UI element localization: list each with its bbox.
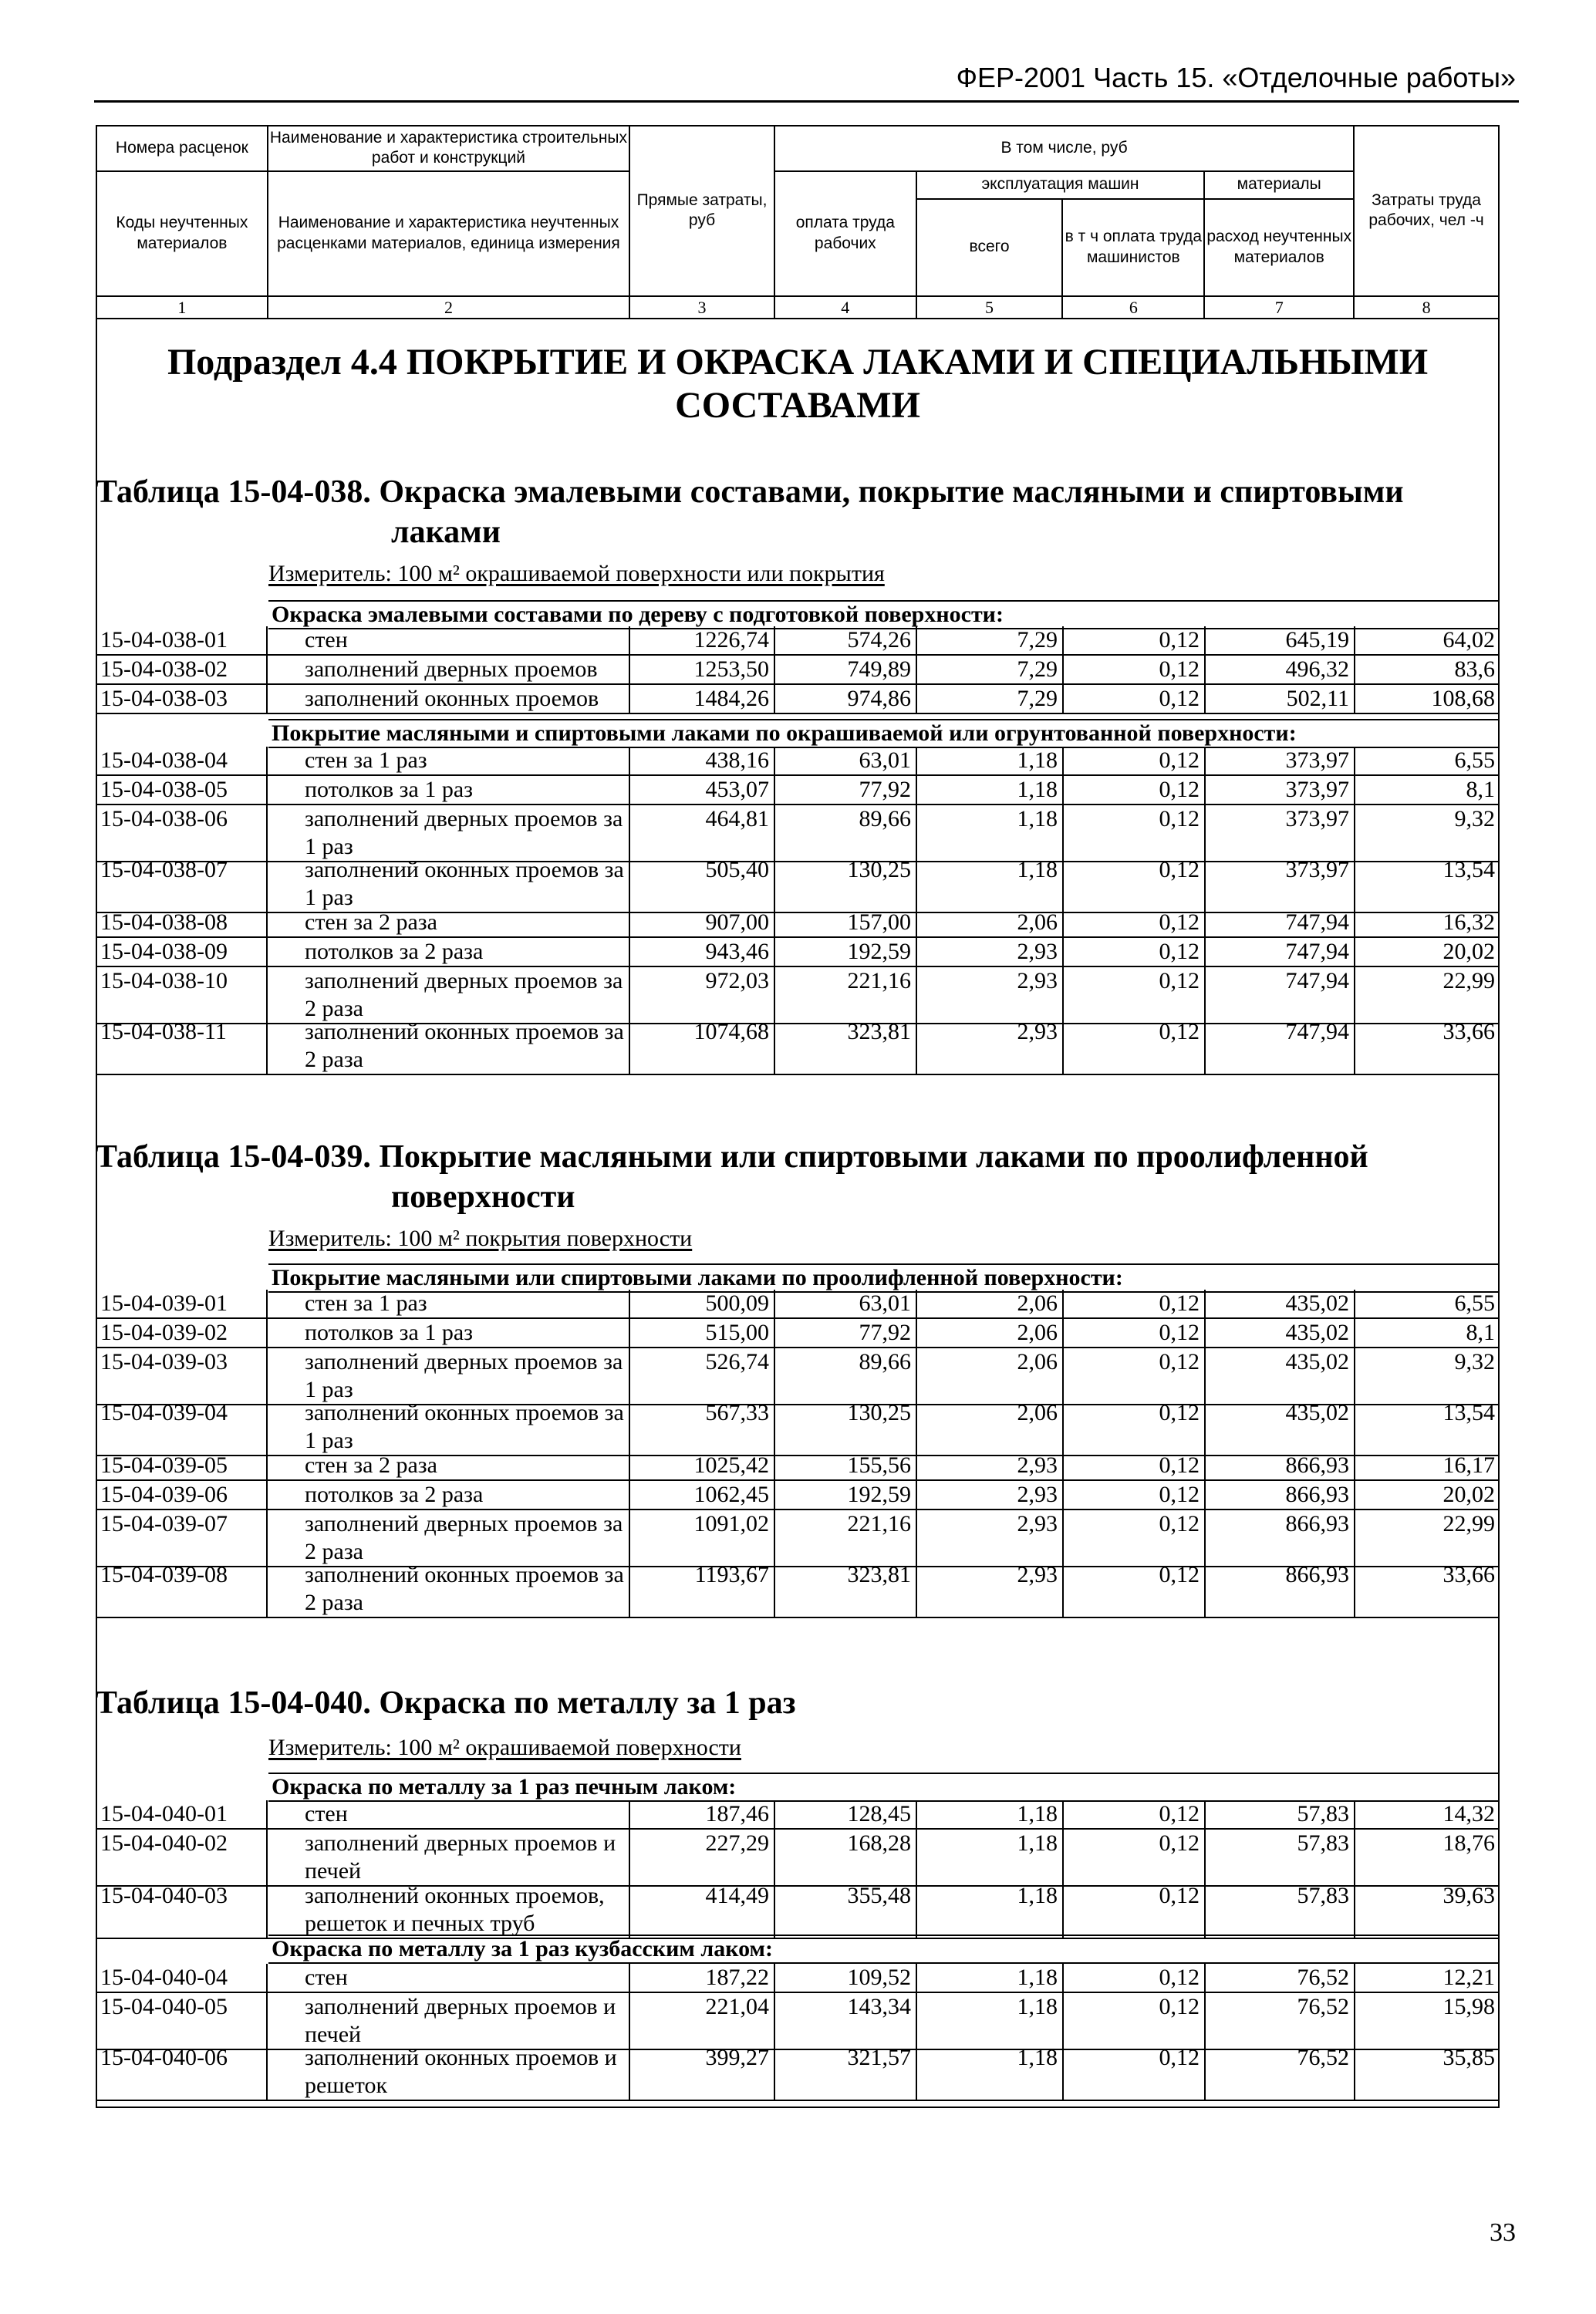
direct-costs: 1062,45	[629, 1481, 774, 1509]
work-description: заполнений оконных проемов, решеток и печных труб	[267, 1882, 629, 1938]
work-description: стен за 1 раз	[267, 1290, 629, 1318]
worker-pay: 63,01	[774, 747, 916, 775]
direct-costs: 1074,68	[629, 1018, 774, 1074]
rate-code: 15-04-040-04	[96, 1964, 267, 1992]
labor-hours: 13,54	[1355, 1399, 1500, 1456]
table-title-continuation: лаками	[391, 514, 501, 550]
col-rate-numbers-heading: Номера расценок	[96, 126, 268, 171]
col-material-name-heading: Наименование и характеристика неучтенных расценками материалов, единица измерения	[268, 171, 629, 296]
table-title	[96, 472, 1500, 552]
rate-row	[96, 805, 1500, 862]
machines-total: 2,93	[916, 1018, 1063, 1074]
column-header-table	[96, 125, 1500, 319]
material-use: 496,32	[1205, 656, 1355, 684]
rate-code: 15-04-040-02	[96, 1830, 267, 1886]
worker-pay: 574,26	[774, 626, 916, 655]
labor-hours: 9,32	[1355, 1348, 1500, 1405]
material-use: 866,93	[1205, 1481, 1355, 1509]
worker-pay: 77,92	[774, 1319, 916, 1348]
worker-pay: 221,16	[774, 1510, 916, 1567]
rate-code: 15-04-040-03	[96, 1882, 267, 1938]
rate-code: 15-04-038-05	[96, 776, 267, 805]
direct-costs: 1193,67	[629, 1561, 774, 1617]
machines-total: 1,18	[916, 1830, 1063, 1886]
work-description: заполнений дверных проемов за 1 раз	[267, 805, 629, 862]
worker-pay: 974,86	[774, 685, 916, 713]
machines-total: 7,29	[916, 685, 1063, 713]
work-description: стен	[267, 626, 629, 655]
direct-costs: 1253,50	[629, 656, 774, 684]
worker-pay: 77,92	[774, 776, 916, 805]
column-number: 3	[629, 296, 774, 319]
rate-row	[96, 747, 1500, 776]
column-number: 2	[268, 296, 629, 319]
rate-code: 15-04-038-08	[96, 909, 267, 937]
labor-hours: 8,1	[1355, 776, 1500, 805]
operator-pay: 0,12	[1063, 1882, 1205, 1938]
rate-code: 15-04-039-06	[96, 1481, 267, 1509]
worker-pay: 321,57	[774, 2044, 916, 2100]
direct-costs: 1025,42	[629, 1452, 774, 1480]
group-heading: Окраска по металлу за 1 раз печным лаком:	[268, 1773, 1500, 1802]
direct-costs: 414,49	[629, 1882, 774, 1938]
operator-pay: 0,12	[1063, 938, 1205, 966]
worker-pay: 63,01	[774, 1290, 916, 1318]
labor-hours: 64,02	[1355, 626, 1500, 655]
work-description: заполнений оконных проемов за 2 раза	[267, 1561, 629, 1617]
labor-hours: 15,98	[1355, 1993, 1500, 2049]
rate-code: 15-04-038-09	[96, 938, 267, 966]
rate-code: 15-04-038-04	[96, 747, 267, 775]
labor-hours: 20,02	[1355, 1481, 1500, 1509]
operator-pay: 0,12	[1063, 967, 1205, 1024]
work-description: стен	[267, 1800, 629, 1829]
direct-costs: 526,74	[629, 1348, 774, 1405]
operator-pay: 0,12	[1063, 626, 1205, 655]
direct-costs: 453,07	[629, 776, 774, 805]
table-title-text: Покрытие масляными или спиртовыми лаками по проолифленной	[370, 1139, 1368, 1175]
labor-hours: 22,99	[1355, 1510, 1500, 1567]
header-rule	[94, 100, 1519, 103]
material-use: 747,94	[1205, 909, 1355, 937]
labor-hours: 6,55	[1355, 747, 1500, 775]
table-title	[96, 1137, 1500, 1217]
labor-hours: 9,32	[1355, 805, 1500, 862]
work-description: стен за 2 раза	[267, 1452, 629, 1480]
rate-code: 15-04-038-02	[96, 656, 267, 684]
rate-code: 15-04-038-03	[96, 685, 267, 713]
labor-hours: 22,99	[1355, 967, 1500, 1024]
table-number: Таблица 15-04-040.	[96, 1685, 371, 1721]
direct-costs: 1091,02	[629, 1510, 774, 1567]
labor-hours: 39,63	[1355, 1882, 1500, 1938]
operator-pay: 0,12	[1063, 1399, 1205, 1456]
rate-code: 15-04-039-03	[96, 1348, 267, 1405]
rate-row	[96, 776, 1500, 805]
rate-row	[96, 1290, 1500, 1319]
rate-row	[96, 626, 1500, 656]
machines-total: 2,93	[916, 1452, 1063, 1480]
worker-pay: 749,89	[774, 656, 916, 684]
rate-code: 15-04-039-07	[96, 1510, 267, 1567]
col-including-heading: В том числе, руб	[774, 126, 1354, 171]
work-description: заполнений оконных проемов и решеток	[267, 2044, 629, 2100]
direct-costs: 227,29	[629, 1830, 774, 1886]
rate-row	[96, 1481, 1500, 1510]
direct-costs: 187,46	[629, 1800, 774, 1829]
page-number: 33	[1490, 2218, 1516, 2247]
worker-pay: 109,52	[774, 1964, 916, 1992]
column-number: 6	[1062, 296, 1204, 319]
rate-code: 15-04-039-04	[96, 1399, 267, 1456]
rate-code: 15-04-038-11	[96, 1018, 267, 1074]
col-machines-total-heading: всего	[916, 199, 1063, 296]
work-description: заполнений оконных проемов за 1 раз	[267, 1399, 629, 1456]
col-operator-pay-heading: в т ч оплата труда машинистов	[1062, 199, 1204, 296]
direct-costs: 221,04	[629, 1993, 774, 2049]
table-title-continuation: поверхности	[391, 1179, 575, 1215]
labor-hours: 35,85	[1355, 2044, 1500, 2100]
worker-pay: 128,45	[774, 1800, 916, 1829]
operator-pay: 0,12	[1063, 909, 1205, 937]
col-material-codes-heading: Коды неучтенных материалов	[96, 171, 268, 296]
machines-total: 2,93	[916, 1510, 1063, 1567]
direct-costs: 943,46	[629, 938, 774, 966]
worker-pay: 323,81	[774, 1018, 916, 1074]
direct-costs: 567,33	[629, 1399, 774, 1456]
rate-code: 15-04-039-08	[96, 1561, 267, 1617]
measurement-unit: Измеритель: 100 м² покрытия поверхности	[268, 1226, 693, 1251]
machines-total: 2,93	[916, 938, 1063, 966]
machines-total: 1,18	[916, 805, 1063, 862]
direct-costs: 1226,74	[629, 626, 774, 655]
labor-hours: 6,55	[1355, 1290, 1500, 1318]
rate-row	[96, 1510, 1500, 1567]
rate-code: 15-04-038-01	[96, 626, 267, 655]
operator-pay: 0,12	[1063, 1348, 1205, 1405]
work-description: потолков за 1 раз	[267, 1319, 629, 1348]
operator-pay: 0,12	[1063, 2044, 1205, 2100]
rate-row	[96, 938, 1500, 967]
material-use: 76,52	[1205, 1993, 1355, 2049]
rate-row	[96, 1830, 1500, 1887]
rate-row	[96, 1399, 1500, 1456]
measurement-unit: Измеритель: 100 м² окрашиваемой поверхности или покрытия	[268, 561, 885, 586]
rate-row	[96, 967, 1500, 1024]
table-number: Таблица 15-04-038.	[96, 474, 371, 510]
col-labor-costs-heading: Затраты труда рабочих, чел -ч	[1354, 126, 1499, 296]
operator-pay: 0,12	[1063, 1510, 1205, 1567]
machines-total: 1,18	[916, 776, 1063, 805]
rate-code: 15-04-039-05	[96, 1452, 267, 1480]
work-description: заполнений оконных проемов за 1 раз	[267, 856, 629, 912]
worker-pay: 89,66	[774, 1348, 916, 1405]
machines-total: 1,18	[916, 1993, 1063, 2049]
material-use: 76,52	[1205, 2044, 1355, 2100]
rate-code: 15-04-040-01	[96, 1800, 267, 1829]
col-machines-heading: эксплуатация машин	[916, 171, 1205, 199]
operator-pay: 0,12	[1063, 776, 1205, 805]
rate-row	[96, 1018, 1500, 1075]
rate-row	[96, 685, 1500, 714]
column-number: 5	[916, 296, 1063, 319]
operator-pay: 0,12	[1063, 747, 1205, 775]
col-worker-pay-heading: оплата труда рабочих	[774, 171, 916, 296]
direct-costs: 187,22	[629, 1964, 774, 1992]
material-use: 435,02	[1205, 1399, 1355, 1456]
work-description: стен	[267, 1964, 629, 1992]
worker-pay: 323,81	[774, 1561, 916, 1617]
rate-code: 15-04-038-07	[96, 856, 267, 912]
work-description: потолков за 2 раза	[267, 1481, 629, 1509]
measurement-unit: Измеритель: 100 м² окрашиваемой поверхности	[268, 1735, 741, 1760]
labor-hours: 20,02	[1355, 938, 1500, 966]
labor-hours: 14,32	[1355, 1800, 1500, 1829]
material-use: 57,83	[1205, 1882, 1355, 1938]
labor-hours: 33,66	[1355, 1018, 1500, 1074]
material-use: 747,94	[1205, 1018, 1355, 1074]
operator-pay: 0,12	[1063, 1290, 1205, 1318]
rate-row	[96, 656, 1500, 685]
group-heading: Покрытие масляными и спиртовыми лаками по окрашиваемой или огрунтованной поверхности:	[268, 719, 1500, 748]
rate-row	[96, 1319, 1500, 1348]
operator-pay: 0,12	[1063, 685, 1205, 713]
direct-costs: 1484,26	[629, 685, 774, 713]
operator-pay: 0,12	[1063, 1830, 1205, 1886]
work-description: стен за 2 раза	[267, 909, 629, 937]
direct-costs: 438,16	[629, 747, 774, 775]
rate-row	[96, 1452, 1500, 1481]
work-description: заполнений дверных проемов и печей	[267, 1993, 629, 2049]
machines-total: 7,29	[916, 656, 1063, 684]
operator-pay: 0,12	[1063, 1481, 1205, 1509]
work-description: заполнений дверных проемов	[267, 656, 629, 684]
group-heading: Окраска эмалевыми составами по дереву с подготовкой поверхности:	[268, 600, 1500, 629]
rate-row	[96, 909, 1500, 938]
subsection-title: Подраздел 4.4 ПОКРЫТИЕ И ОКРАСКА ЛАКАМИ И СПЕЦИАЛЬНЫМИ СОСТАВАМИ	[167, 342, 1429, 426]
machines-total: 2,06	[916, 1319, 1063, 1348]
worker-pay: 89,66	[774, 805, 916, 862]
work-description: заполнений оконных проемов за 2 раза	[267, 1018, 629, 1074]
group-heading: Окраска по металлу за 1 раз кузбасским лаком:	[268, 1935, 1500, 1964]
rate-code: 15-04-038-06	[96, 805, 267, 862]
work-description: заполнений дверных проемов за 2 раза	[267, 967, 629, 1024]
work-description: заполнений дверных проемов и печей	[267, 1830, 629, 1886]
work-description: стен за 1 раз	[267, 747, 629, 775]
operator-pay: 0,12	[1063, 1964, 1205, 1992]
worker-pay: 130,25	[774, 1399, 916, 1456]
material-use: 435,02	[1205, 1348, 1355, 1405]
rate-row	[96, 1964, 1500, 1993]
material-use: 502,11	[1205, 685, 1355, 713]
machines-total: 1,18	[916, 1800, 1063, 1829]
worker-pay: 168,28	[774, 1830, 916, 1886]
labor-hours: 33,66	[1355, 1561, 1500, 1617]
work-description: потолков за 1 раз	[267, 776, 629, 805]
material-use: 435,02	[1205, 1290, 1355, 1318]
material-use: 57,83	[1205, 1830, 1355, 1886]
direct-costs: 464,81	[629, 805, 774, 862]
operator-pay: 0,12	[1063, 805, 1205, 862]
direct-costs: 972,03	[629, 967, 774, 1024]
col-material-use-heading: расход неучтенных материалов	[1204, 199, 1354, 296]
work-description: заполнений оконных проемов	[267, 685, 629, 713]
rate-row	[96, 2044, 1500, 2101]
material-use: 747,94	[1205, 938, 1355, 966]
worker-pay: 221,16	[774, 967, 916, 1024]
rate-row	[96, 1348, 1500, 1405]
table-title-text: Окраска по металлу за 1 раз	[370, 1685, 796, 1721]
rate-row	[96, 1993, 1500, 2050]
machines-total: 1,18	[916, 856, 1063, 912]
rate-code: 15-04-040-05	[96, 1993, 267, 2049]
material-use: 373,97	[1205, 856, 1355, 912]
material-use: 76,52	[1205, 1964, 1355, 1992]
machines-total: 1,18	[916, 747, 1063, 775]
material-use: 866,93	[1205, 1452, 1355, 1480]
worker-pay: 192,59	[774, 938, 916, 966]
table-title	[96, 1683, 1500, 1723]
material-use: 57,83	[1205, 1800, 1355, 1829]
operator-pay: 0,12	[1063, 1452, 1205, 1480]
labor-hours: 16,32	[1355, 909, 1500, 937]
rate-code: 15-04-040-06	[96, 2044, 267, 2100]
direct-costs: 399,27	[629, 2044, 774, 2100]
worker-pay: 130,25	[774, 856, 916, 912]
column-number: 4	[774, 296, 916, 319]
table-number: Таблица 15-04-039.	[96, 1139, 371, 1175]
machines-total: 1,18	[916, 1882, 1063, 1938]
labor-hours: 83,6	[1355, 656, 1500, 684]
operator-pay: 0,12	[1063, 656, 1205, 684]
labor-hours: 8,1	[1355, 1319, 1500, 1348]
work-description: потолков за 2 раза	[267, 938, 629, 966]
operator-pay: 0,12	[1063, 1993, 1205, 2049]
direct-costs: 515,00	[629, 1319, 774, 1348]
col-direct-costs-heading: Прямые затраты, руб	[629, 126, 774, 296]
operator-pay: 0,12	[1063, 1319, 1205, 1348]
column-number: 1	[96, 296, 268, 319]
machines-total: 1,18	[916, 1964, 1063, 1992]
col-work-name-heading: Наименование и характеристика строительных работ и конструкций	[268, 126, 629, 171]
rate-row	[96, 1882, 1500, 1939]
machines-total: 2,06	[916, 1399, 1063, 1456]
direct-costs: 500,09	[629, 1290, 774, 1318]
material-use: 373,97	[1205, 747, 1355, 775]
machines-total: 1,18	[916, 2044, 1063, 2100]
machines-total: 2,06	[916, 1290, 1063, 1318]
labor-hours: 12,21	[1355, 1964, 1500, 1992]
machines-total: 2,06	[916, 909, 1063, 937]
column-number: 7	[1204, 296, 1354, 319]
rate-code: 15-04-039-01	[96, 1290, 267, 1318]
material-use: 866,93	[1205, 1510, 1355, 1567]
operator-pay: 0,12	[1063, 1561, 1205, 1617]
material-use: 435,02	[1205, 1319, 1355, 1348]
work-description: заполнений дверных проемов за 2 раза	[267, 1510, 629, 1567]
rate-row	[96, 856, 1500, 913]
material-use: 866,93	[1205, 1561, 1355, 1617]
table-title-text: Окраска эмалевыми составами, покрытие масляными и спиртовыми	[370, 474, 1404, 510]
group-heading: Покрытие масляными или спиртовыми лаками по проолифленной поверхности:	[268, 1263, 1500, 1293]
col-materials-heading: материалы	[1204, 171, 1354, 199]
direct-costs: 505,40	[629, 856, 774, 912]
worker-pay: 143,34	[774, 1993, 916, 2049]
labor-hours: 18,76	[1355, 1830, 1500, 1886]
rate-code: 15-04-038-10	[96, 967, 267, 1024]
machines-total: 2,06	[916, 1348, 1063, 1405]
work-description: заполнений дверных проемов за 1 раз	[267, 1348, 629, 1405]
operator-pay: 0,12	[1063, 1018, 1205, 1074]
rate-row	[96, 1561, 1500, 1618]
machines-total: 2,93	[916, 967, 1063, 1024]
machines-total: 7,29	[916, 626, 1063, 655]
operator-pay: 0,12	[1063, 1800, 1205, 1829]
labor-hours: 16,17	[1355, 1452, 1500, 1480]
labor-hours: 108,68	[1355, 685, 1500, 713]
running-header: ФЕР-2001 Часть 15. «Отделочные работы»	[956, 62, 1516, 93]
material-use: 373,97	[1205, 805, 1355, 862]
rate-code: 15-04-039-02	[96, 1319, 267, 1348]
direct-costs: 907,00	[629, 909, 774, 937]
worker-pay: 355,48	[774, 1882, 916, 1938]
material-use: 747,94	[1205, 967, 1355, 1024]
material-use: 645,19	[1205, 626, 1355, 655]
worker-pay: 155,56	[774, 1452, 916, 1480]
column-number: 8	[1354, 296, 1499, 319]
operator-pay: 0,12	[1063, 856, 1205, 912]
machines-total: 2,93	[916, 1481, 1063, 1509]
worker-pay: 192,59	[774, 1481, 916, 1509]
labor-hours: 13,54	[1355, 856, 1500, 912]
machines-total: 2,93	[916, 1561, 1063, 1617]
material-use: 373,97	[1205, 776, 1355, 805]
rate-row	[96, 1800, 1500, 1830]
worker-pay: 157,00	[774, 909, 916, 937]
